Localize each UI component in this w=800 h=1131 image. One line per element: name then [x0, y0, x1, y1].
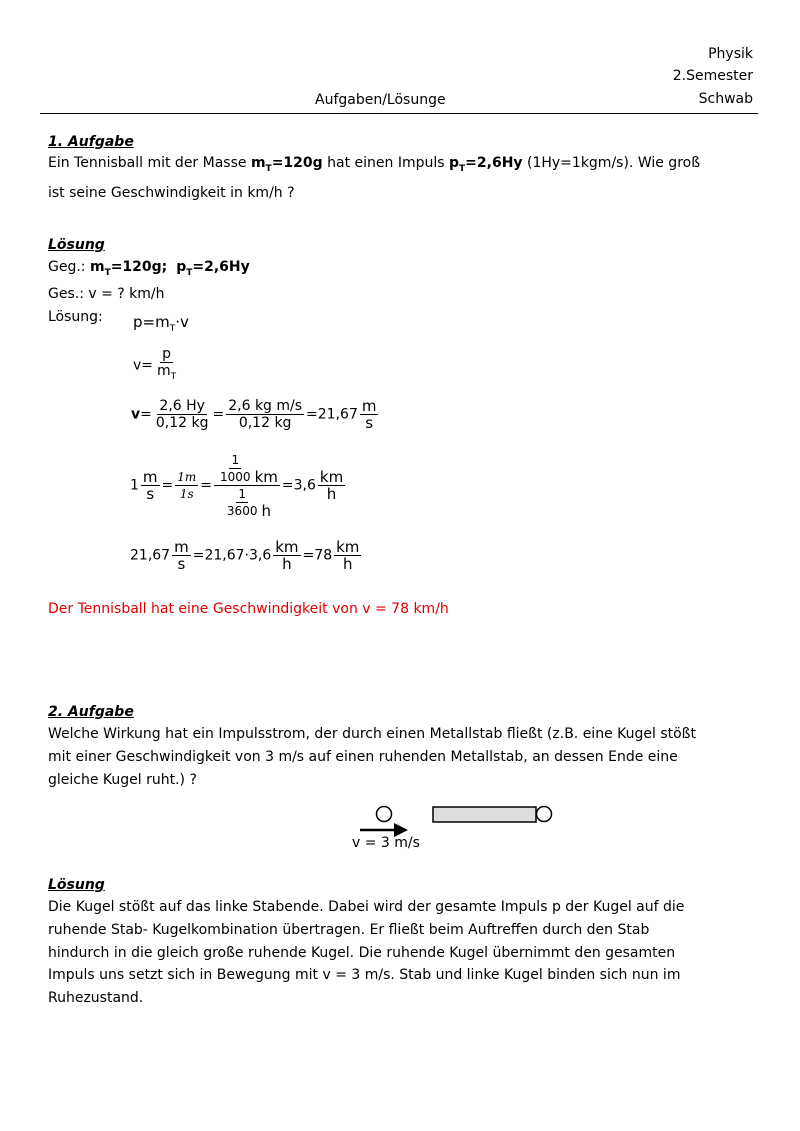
eq3-eq2: = [212, 406, 225, 423]
task1-text-line1 [48, 152, 700, 181]
eq4-one: 1 [130, 477, 139, 494]
equation-unit-conversion [130, 452, 347, 519]
solution1-heading: Lösung [48, 237, 105, 253]
eq2-den-sym: m [157, 363, 171, 379]
equation-velocity-value [131, 398, 380, 431]
eq4-eq2: = [200, 477, 213, 494]
eq4-unit [318, 469, 345, 502]
header-semester: 2.Semester [672, 68, 753, 84]
task1-text-c: (1Hy=1kgm/s). Wie groß [522, 155, 701, 171]
eq3-f2-num: 2,6 kg m/s [228, 398, 303, 414]
given-mass-sub: T [104, 267, 111, 278]
eq4-bd-unit: h [261, 502, 271, 520]
eq4-big-num-frac [218, 452, 253, 485]
eq4-bn-num: 1 [231, 453, 240, 467]
equation-impulse [133, 313, 189, 334]
eq4-big-den-frac [225, 486, 260, 519]
given-impulse-value: =2,6Hy [192, 259, 250, 275]
eq4-f1-num: m [142, 468, 158, 486]
header-subject: Physik [708, 46, 753, 62]
eq2-den [155, 363, 178, 385]
given-mass-symbol: m [89, 259, 105, 275]
eq4-big-fraction [214, 452, 280, 519]
eq3-unit-den: s [365, 414, 374, 432]
eq5-f2-den: h [282, 555, 292, 573]
resting-ball [537, 807, 552, 822]
eq1-left: p=m [133, 313, 170, 331]
task1-mass-symbol: m [250, 155, 266, 171]
task1-impulse-sub: T [459, 163, 466, 174]
eq5-f1-num: m [174, 538, 189, 556]
metal-rod [433, 807, 536, 822]
eq3-result: =21,67 [306, 406, 358, 423]
solution2-line5: Ruhezustand. [48, 990, 144, 1006]
eq3-fraction1 [154, 398, 211, 431]
solution1-wanted: Ges.: v = ? km/h [48, 286, 165, 302]
eq5-fraction3 [334, 539, 361, 572]
solution2-line3: hindurch in die gleich große ruhende Kugel. Die ruhende Kugel übernimmt den gesamten [48, 945, 676, 961]
solution2-line4: Impuls uns setzt sich in Bewegung mit v = 3 m/s. Stab und linke Kugel binden sich nun im [48, 967, 681, 983]
eq4-f1-den: s [146, 485, 155, 503]
eq4-big-den [221, 486, 273, 519]
eq3-f1-den: 0,12 kg [155, 415, 209, 431]
task2-line1: Welche Wirkung hat ein Impulsstrom, der durch einen Metallstab fließt (z.B. eine Kugel stößt [48, 726, 696, 742]
eq3-f1-num: 2,6 Hy [159, 398, 205, 414]
eq4-unit-den: h [326, 485, 337, 503]
header-divider [40, 113, 758, 114]
eq2-den-sub: T [170, 371, 177, 382]
eq4-bd-num: 1 [238, 487, 247, 501]
solution1-label: Lösung: [48, 309, 103, 325]
given-impulse-symbol: p [176, 259, 187, 275]
solution1-given [48, 256, 250, 285]
task2-line2: mit einer Geschwindigkeit von 3 m/s auf einen ruhenden Metallstab, an dessen Ende eine [48, 749, 678, 765]
eq3-unit [360, 398, 379, 431]
moving-ball [377, 807, 392, 822]
eq4-unit-num: km [319, 468, 344, 486]
given-mass-value: =120g; [110, 259, 168, 275]
task2-line3: gleiche Kugel ruht.) ? [48, 772, 197, 788]
given-label: Geg.: [48, 259, 90, 275]
eq3-v: v [131, 406, 141, 423]
solution2-heading: Lösung [48, 877, 105, 893]
figure-velocity-label: v = 3 m/s [352, 835, 420, 851]
eq2-fraction [155, 346, 178, 385]
eq2-v: v= [133, 357, 154, 374]
eq5-f3-num: km [336, 538, 360, 556]
eq3-f2-den: 0,12 kg [238, 415, 292, 431]
task1-mass-sub: T [265, 163, 272, 174]
eq3-eq: = [140, 406, 152, 423]
eq5-f1-den: s [177, 555, 186, 573]
equation-velocity [133, 346, 180, 385]
task1-mass-value: =120g [271, 155, 323, 171]
eq4-big-num [214, 452, 280, 486]
eq4-eq1: = [161, 477, 174, 494]
eq5-result: =78 [302, 547, 333, 564]
solution2-line2: ruhende Stab- Kugelkombination übertragen. Er fließt beim Auftreffen durch den Stab [48, 922, 650, 938]
eq4-bn-unit: km [254, 468, 278, 486]
eq5-fraction1 [172, 539, 191, 572]
eq4-fraction2 [175, 469, 198, 502]
task1-heading: 1. Aufgabe [48, 134, 134, 150]
solution1-answer: Der Tennisball hat eine Geschwindigkeit von v = 78 km/h [48, 601, 449, 617]
eq4-fraction1 [141, 469, 160, 502]
task1-impulse-symbol: p [449, 155, 460, 171]
eq5-left: 21,67 [130, 547, 171, 564]
eq5-f2-num: km [275, 538, 299, 556]
eq4-f2-den: 1s [179, 487, 194, 501]
eq5-f3-den: h [343, 555, 353, 573]
eq4-result: =3,6 [281, 477, 316, 494]
given-impulse-sub: T [186, 267, 193, 278]
eq5-fraction2 [273, 539, 300, 572]
eq4-f2-num: 1m [177, 470, 197, 484]
header-author: Schwab [698, 91, 753, 107]
task1-text-a: Ein Tennisball mit der Masse [48, 155, 251, 171]
eq3-unit-num: m [361, 397, 377, 415]
eq4-bd-den: 3600 [226, 504, 258, 518]
eq3-fraction2 [226, 398, 304, 431]
task1-impulse-value: =2,6Hy [465, 155, 523, 171]
header-title: Aufgaben/Lösunge [315, 92, 446, 108]
eq2-num: p [162, 346, 172, 362]
collision-figure [350, 800, 570, 840]
task2-heading: 2. Aufgabe [48, 704, 134, 720]
task1-text-b: hat einen Impuls [322, 155, 449, 171]
eq1-sub: T [169, 324, 176, 334]
eq4-bn-den: 1000 [220, 470, 251, 484]
eq5-mid: =21,67·3,6 [192, 547, 272, 564]
task1-text-line2: ist seine Geschwindigkeit in km/h ? [48, 185, 295, 201]
eq1-right: ·v [175, 313, 189, 331]
solution2-line1: Die Kugel stößt auf das linke Stabende. Dabei wird der gesamte Impuls p der Kugel auf die [48, 899, 685, 915]
equation-final-conversion [130, 539, 363, 572]
